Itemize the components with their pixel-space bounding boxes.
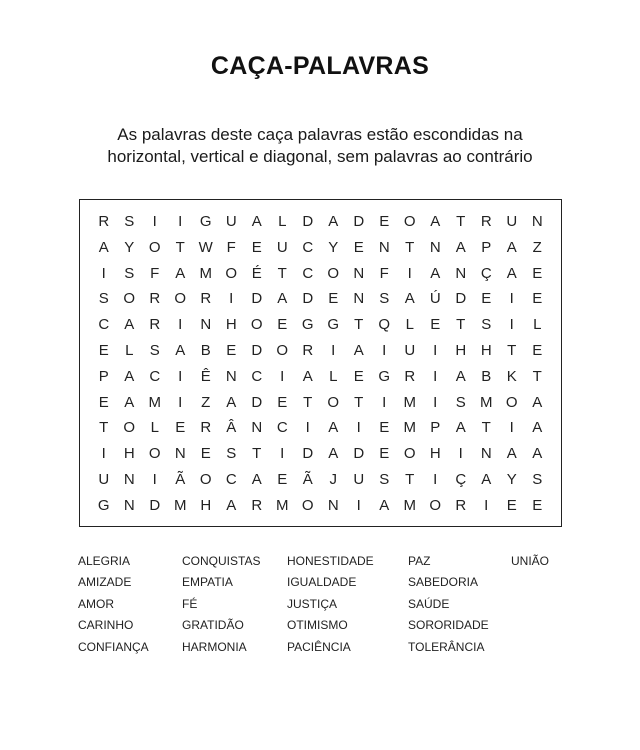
grid-letter[interactable]: N — [353, 264, 365, 282]
grid-letter[interactable]: S — [124, 213, 135, 230]
grid-letter[interactable]: F — [150, 264, 160, 282]
grid-letter[interactable]: N — [429, 238, 441, 256]
grid-letter[interactable]: N — [123, 470, 135, 488]
grid-letter[interactable]: I — [433, 393, 438, 411]
word-list-item: UNIÃO — [511, 554, 550, 568]
grid-letter[interactable]: B — [200, 341, 211, 359]
grid-letter[interactable]: E — [175, 419, 186, 437]
grid-letter[interactable]: E — [481, 290, 492, 308]
grid-letter[interactable]: A — [328, 213, 339, 230]
grid-letter[interactable]: R — [98, 213, 110, 230]
grid-letter[interactable]: I — [331, 341, 336, 359]
word-list-item: CONQUISTAS — [182, 554, 261, 568]
grid-letter[interactable]: I — [356, 496, 361, 514]
grid-letter[interactable]: C — [251, 367, 263, 385]
grid-letter[interactable]: A — [481, 470, 492, 488]
grid-letter[interactable]: A — [506, 264, 517, 282]
word-list — [78, 551, 578, 661]
grid-letter[interactable]: M — [174, 496, 187, 514]
grid-letter[interactable]: N — [251, 419, 263, 437]
grid-letter[interactable]: L — [329, 367, 338, 385]
word-list-column — [408, 551, 489, 658]
grid-letter[interactable]: É — [251, 264, 262, 282]
grid-letter[interactable]: Y — [124, 238, 135, 256]
grid-letter[interactable]: U — [506, 213, 518, 230]
grid-letter[interactable]: I — [382, 393, 387, 411]
grid-letter[interactable]: S — [481, 316, 492, 334]
grid-letter[interactable]: C — [302, 238, 314, 256]
grid-letter[interactable]: O — [174, 290, 187, 308]
grid-letter[interactable]: Ú — [429, 290, 441, 308]
grid-letter[interactable]: I — [229, 290, 234, 308]
grid-letter[interactable]: T — [277, 264, 287, 282]
grid-letter[interactable]: Z — [201, 393, 211, 411]
grid-letter[interactable]: I — [178, 367, 183, 385]
grid-letter[interactable]: N — [455, 264, 467, 282]
grid-letter[interactable]: G — [301, 316, 314, 334]
grid-letter[interactable]: T — [354, 316, 364, 334]
grid-letter[interactable]: A — [455, 367, 466, 385]
grid-letter[interactable]: R — [404, 367, 416, 385]
grid-letter[interactable]: O — [276, 341, 289, 359]
grid-letter[interactable]: A — [251, 213, 262, 230]
grid-letter[interactable]: A — [455, 419, 466, 437]
grid-letter[interactable]: A — [506, 238, 517, 256]
grid-letter[interactable]: L — [278, 213, 287, 230]
grid-letter[interactable]: F — [379, 264, 389, 282]
grid-letter[interactable]: O — [123, 290, 136, 308]
grid-letter[interactable]: M — [403, 393, 416, 411]
grid-letter[interactable]: U — [276, 238, 288, 256]
grid-letter[interactable]: Ç — [455, 470, 467, 488]
grid-letter[interactable]: I — [407, 264, 412, 282]
grid-letter[interactable]: M — [403, 419, 416, 437]
grid-letter[interactable]: D — [302, 290, 314, 308]
grid-letter[interactable]: S — [455, 393, 466, 411]
grid-letter[interactable]: A — [226, 393, 237, 411]
grid-letter[interactable]: A — [532, 393, 543, 411]
grid-letter[interactable]: A — [277, 290, 288, 308]
word-list-item: PAZ — [408, 554, 431, 568]
grid-letter[interactable]: L — [533, 316, 542, 334]
grid-letter[interactable]: O — [327, 393, 340, 411]
grid-letter[interactable]: M — [276, 496, 289, 514]
grid-letter[interactable]: Y — [506, 470, 517, 488]
word-list-item: PACIÊNCIA — [287, 639, 351, 654]
grid-letter[interactable]: I — [382, 341, 387, 359]
grid-letter[interactable]: H — [429, 445, 441, 463]
grid-letter[interactable]: S — [226, 445, 237, 463]
grid-letter[interactable]: A — [328, 419, 339, 437]
grid-letter[interactable]: P — [98, 367, 109, 385]
grid-letter[interactable]: J — [329, 470, 337, 488]
word-list-item: AMOR — [78, 596, 114, 611]
grid-letter[interactable]: R — [200, 290, 212, 308]
grid-letter[interactable]: G — [378, 367, 391, 385]
grid-letter[interactable]: T — [99, 419, 109, 437]
grid-letter[interactable]: T — [252, 445, 262, 463]
grid-letter[interactable]: S — [379, 470, 390, 488]
grid-letter[interactable]: S — [98, 290, 109, 308]
instructions-line-2: horizontal, vertical e diagonal, sem palavras ao contrário — [107, 147, 533, 166]
grid-letter[interactable]: R — [251, 496, 263, 514]
page-title: CAÇA-PALAVRAS — [210, 52, 430, 80]
grid-letter[interactable]: T — [354, 393, 364, 411]
grid-letter[interactable]: I — [484, 496, 489, 514]
grid-letter[interactable]: U — [404, 341, 416, 359]
word-list-item: FÉ — [182, 596, 198, 611]
grid-letter[interactable]: P — [481, 238, 492, 256]
grid-letter[interactable]: I — [356, 419, 361, 437]
grid-letter[interactable]: I — [509, 419, 514, 437]
grid-letter[interactable]: N — [327, 496, 339, 514]
word-list-item: CONFIANÇA — [78, 639, 149, 654]
grid-letter[interactable]: N — [353, 290, 365, 308]
grid-letter[interactable]: Q — [378, 316, 391, 334]
grid-letter[interactable]: Ê — [200, 367, 211, 385]
grid-letter[interactable]: E — [353, 367, 364, 385]
grid-letter[interactable]: O — [327, 264, 340, 282]
grid-letter[interactable]: I — [305, 419, 310, 437]
word-search-grid — [91, 209, 550, 519]
grid-letter[interactable]: T — [481, 419, 491, 437]
grid-letter[interactable]: T — [303, 393, 313, 411]
grid-letter[interactable]: E — [251, 238, 262, 256]
grid-letter[interactable]: E — [226, 341, 237, 359]
grid-letter[interactable]: A — [430, 264, 441, 282]
grid-letter[interactable]: S — [532, 470, 543, 488]
grid-letter[interactable]: T — [405, 470, 415, 488]
grid-letter[interactable]: H — [225, 316, 237, 334]
grid-letter[interactable]: A — [379, 496, 390, 514]
grid-letter[interactable]: O — [123, 419, 136, 437]
grid-letter[interactable]: O — [148, 238, 161, 256]
grid-letter[interactable]: O — [199, 470, 212, 488]
grid-letter[interactable]: I — [152, 470, 157, 488]
grid-letter[interactable]: R — [200, 419, 212, 437]
grid-letter[interactable]: E — [328, 290, 339, 308]
grid-letter[interactable]: Z — [532, 238, 542, 256]
grid-letter[interactable]: E — [532, 264, 543, 282]
grid-letter[interactable]: I — [178, 213, 183, 230]
grid-letter[interactable]: N — [200, 316, 212, 334]
grid-letter[interactable]: O — [403, 213, 416, 230]
grid-letter[interactable]: R — [455, 496, 467, 514]
grid-letter[interactable]: D — [251, 290, 263, 308]
grid-letter[interactable]: G — [327, 316, 340, 334]
grid-letter[interactable]: T — [507, 341, 517, 359]
word-list-item: AMIZADE — [78, 575, 132, 590]
grid-letter[interactable]: B — [481, 367, 492, 385]
grid-letter[interactable]: R — [480, 213, 492, 230]
grid-letter[interactable]: A — [124, 316, 135, 334]
grid-letter[interactable]: E — [277, 316, 288, 334]
grid-letter[interactable]: D — [251, 393, 263, 411]
grid-letter[interactable]: A — [353, 341, 364, 359]
grid-letter[interactable]: N — [123, 496, 135, 514]
grid-letter[interactable]: I — [433, 341, 438, 359]
grid-letter[interactable]: O — [429, 496, 442, 514]
grid-letter[interactable]: N — [378, 238, 390, 256]
grid-letter[interactable]: A — [532, 445, 543, 463]
grid-letter[interactable]: T — [405, 238, 415, 256]
grid-letter[interactable]: I — [433, 470, 438, 488]
grid-letter[interactable]: H — [480, 341, 492, 359]
grid-letter[interactable]: R — [302, 341, 314, 359]
grid-letter[interactable]: C — [149, 367, 161, 385]
grid-letter[interactable]: D — [455, 290, 467, 308]
word-list-item: HARMONIA — [182, 639, 247, 654]
word-list-item: GRATIDÃO — [182, 618, 244, 633]
grid-letter[interactable]: A — [430, 213, 441, 230]
grid-letter[interactable]: E — [379, 419, 390, 437]
word-list-column — [287, 551, 374, 658]
grid-letter[interactable]: A — [175, 341, 186, 359]
grid-letter[interactable]: I — [280, 367, 285, 385]
grid-letter[interactable]: P — [430, 419, 441, 437]
grid-letter[interactable]: E — [506, 496, 517, 514]
grid-letter[interactable]: I — [458, 445, 463, 463]
grid-letter[interactable]: O — [403, 445, 416, 463]
grid-letter[interactable]: K — [506, 367, 517, 385]
grid-letter[interactable]: D — [302, 213, 314, 230]
grid-letter[interactable]: C — [302, 264, 314, 282]
grid-letter[interactable]: A — [124, 367, 135, 385]
word-list-item: SORORIDADE — [408, 618, 489, 633]
grid-letter[interactable]: E — [353, 238, 364, 256]
grid-letter[interactable]: A — [506, 445, 517, 463]
word-list-item: IGUALDADE — [287, 575, 357, 590]
grid-letter[interactable]: D — [251, 341, 263, 359]
grid-letter[interactable]: I — [509, 316, 514, 334]
grid-letter[interactable]: C — [276, 419, 288, 437]
grid-letter[interactable]: O — [505, 393, 518, 411]
word-list-item: HONESTIDADE — [287, 554, 374, 568]
grid-letter[interactable]: I — [509, 290, 514, 308]
grid-letter[interactable]: I — [178, 393, 183, 411]
grid-letter[interactable]: O — [225, 264, 238, 282]
grid-letter[interactable]: H — [455, 341, 467, 359]
grid-letter[interactable]: E — [379, 445, 390, 463]
grid-letter[interactable]: I — [433, 367, 438, 385]
grid-letter[interactable]: E — [277, 393, 288, 411]
word-list-column — [182, 551, 260, 658]
grid-letter[interactable]: E — [98, 341, 109, 359]
grid-letter[interactable]: A — [251, 470, 262, 488]
grid-letter[interactable]: Â — [226, 419, 237, 437]
word-list-item: SABEDORIA — [408, 575, 479, 590]
grid-letter[interactable]: M — [148, 393, 161, 411]
grid-letter[interactable]: S — [124, 264, 135, 282]
grid-letter[interactable]: F — [226, 238, 236, 256]
grid-letter[interactable]: O — [301, 496, 314, 514]
word-list-column — [78, 551, 149, 658]
grid-letter[interactable]: M — [199, 264, 212, 282]
grid-letter[interactable]: R — [149, 316, 161, 334]
grid-letter[interactable]: A — [302, 367, 313, 385]
grid-letter[interactable]: Ã — [302, 470, 313, 488]
grid-letter[interactable]: I — [101, 445, 106, 463]
word-list-item: SAÚDE — [408, 596, 450, 611]
grid-letter[interactable]: A — [455, 238, 466, 256]
grid-letter[interactable]: E — [379, 213, 390, 230]
grid-letter[interactable]: A — [404, 290, 415, 308]
grid-letter[interactable]: I — [152, 213, 157, 230]
grid-letter[interactable]: E — [532, 341, 543, 359]
word-list-item: OTIMISMO — [287, 618, 348, 633]
grid-letter[interactable]: I — [101, 264, 106, 282]
grid-letter[interactable]: D — [149, 496, 161, 514]
grid-letter[interactable]: E — [532, 290, 543, 308]
grid-letter[interactable]: O — [148, 445, 161, 463]
word-list-item: CARINHO — [78, 618, 134, 633]
grid-letter[interactable]: L — [125, 341, 134, 359]
grid-letter[interactable]: M — [480, 393, 493, 411]
grid-letter[interactable]: L — [150, 419, 159, 437]
grid-letter[interactable]: S — [379, 290, 390, 308]
grid-letter[interactable]: U — [225, 213, 237, 230]
grid-letter[interactable]: N — [225, 367, 237, 385]
grid-letter[interactable]: T — [532, 367, 542, 385]
grid-letter[interactable]: Ã — [175, 470, 186, 488]
grid-letter[interactable]: E — [200, 445, 211, 463]
grid-letter[interactable]: L — [405, 316, 414, 334]
grid-letter[interactable]: Ç — [480, 264, 492, 282]
grid-letter[interactable]: E — [277, 470, 288, 488]
grid-letter[interactable]: D — [353, 213, 365, 230]
grid-letter[interactable]: E — [532, 496, 543, 514]
word-list-column — [511, 551, 549, 572]
word-search-grid-frame — [79, 199, 562, 527]
word-list-item: JUSTIÇA — [287, 596, 338, 611]
grid-letter[interactable]: A — [98, 238, 109, 256]
instructions — [40, 124, 600, 168]
grid-letter[interactable]: Y — [328, 238, 339, 256]
grid-letter[interactable]: A — [124, 393, 135, 411]
word-list-item: ALEGRIA — [78, 554, 131, 568]
grid-letter[interactable]: E — [98, 393, 109, 411]
grid-letter[interactable]: D — [302, 445, 314, 463]
word-list-item: EMPATIA — [182, 575, 233, 590]
grid-letter[interactable]: T — [456, 316, 466, 334]
grid-letter[interactable]: C — [225, 470, 237, 488]
grid-letter[interactable]: T — [175, 238, 185, 256]
grid-letter[interactable]: A — [226, 496, 237, 514]
grid-letter[interactable]: N — [531, 213, 543, 230]
grid-letter[interactable]: M — [403, 496, 416, 514]
grid-letter[interactable]: A — [532, 419, 543, 437]
grid-letter[interactable]: E — [430, 316, 441, 334]
grid-letter[interactable]: U — [353, 470, 365, 488]
grid-letter[interactable]: N — [480, 445, 492, 463]
grid-letter[interactable]: C — [98, 316, 110, 334]
grid-letter[interactable]: A — [175, 264, 186, 282]
instructions-line-1: As palavras deste caça palavras estão escondidas na — [117, 125, 523, 144]
grid-letter[interactable]: R — [149, 290, 161, 308]
word-list-item: TOLERÂNCIA — [408, 639, 485, 654]
grid-letter[interactable]: H — [123, 445, 135, 463]
grid-letter[interactable]: T — [456, 213, 466, 230]
grid-letter[interactable]: D — [353, 445, 365, 463]
grid-letter[interactable]: S — [149, 341, 160, 359]
grid-letter[interactable]: U — [98, 470, 110, 488]
grid-letter[interactable]: G — [199, 213, 212, 230]
grid-letter[interactable]: W — [198, 238, 213, 256]
grid-letter[interactable]: I — [178, 316, 183, 334]
grid-letter[interactable]: O — [250, 316, 263, 334]
grid-letter[interactable]: N — [174, 445, 186, 463]
grid-letter[interactable]: I — [280, 445, 285, 463]
grid-letter[interactable]: G — [97, 496, 110, 514]
grid-letter[interactable]: A — [328, 445, 339, 463]
grid-letter[interactable]: H — [200, 496, 212, 514]
